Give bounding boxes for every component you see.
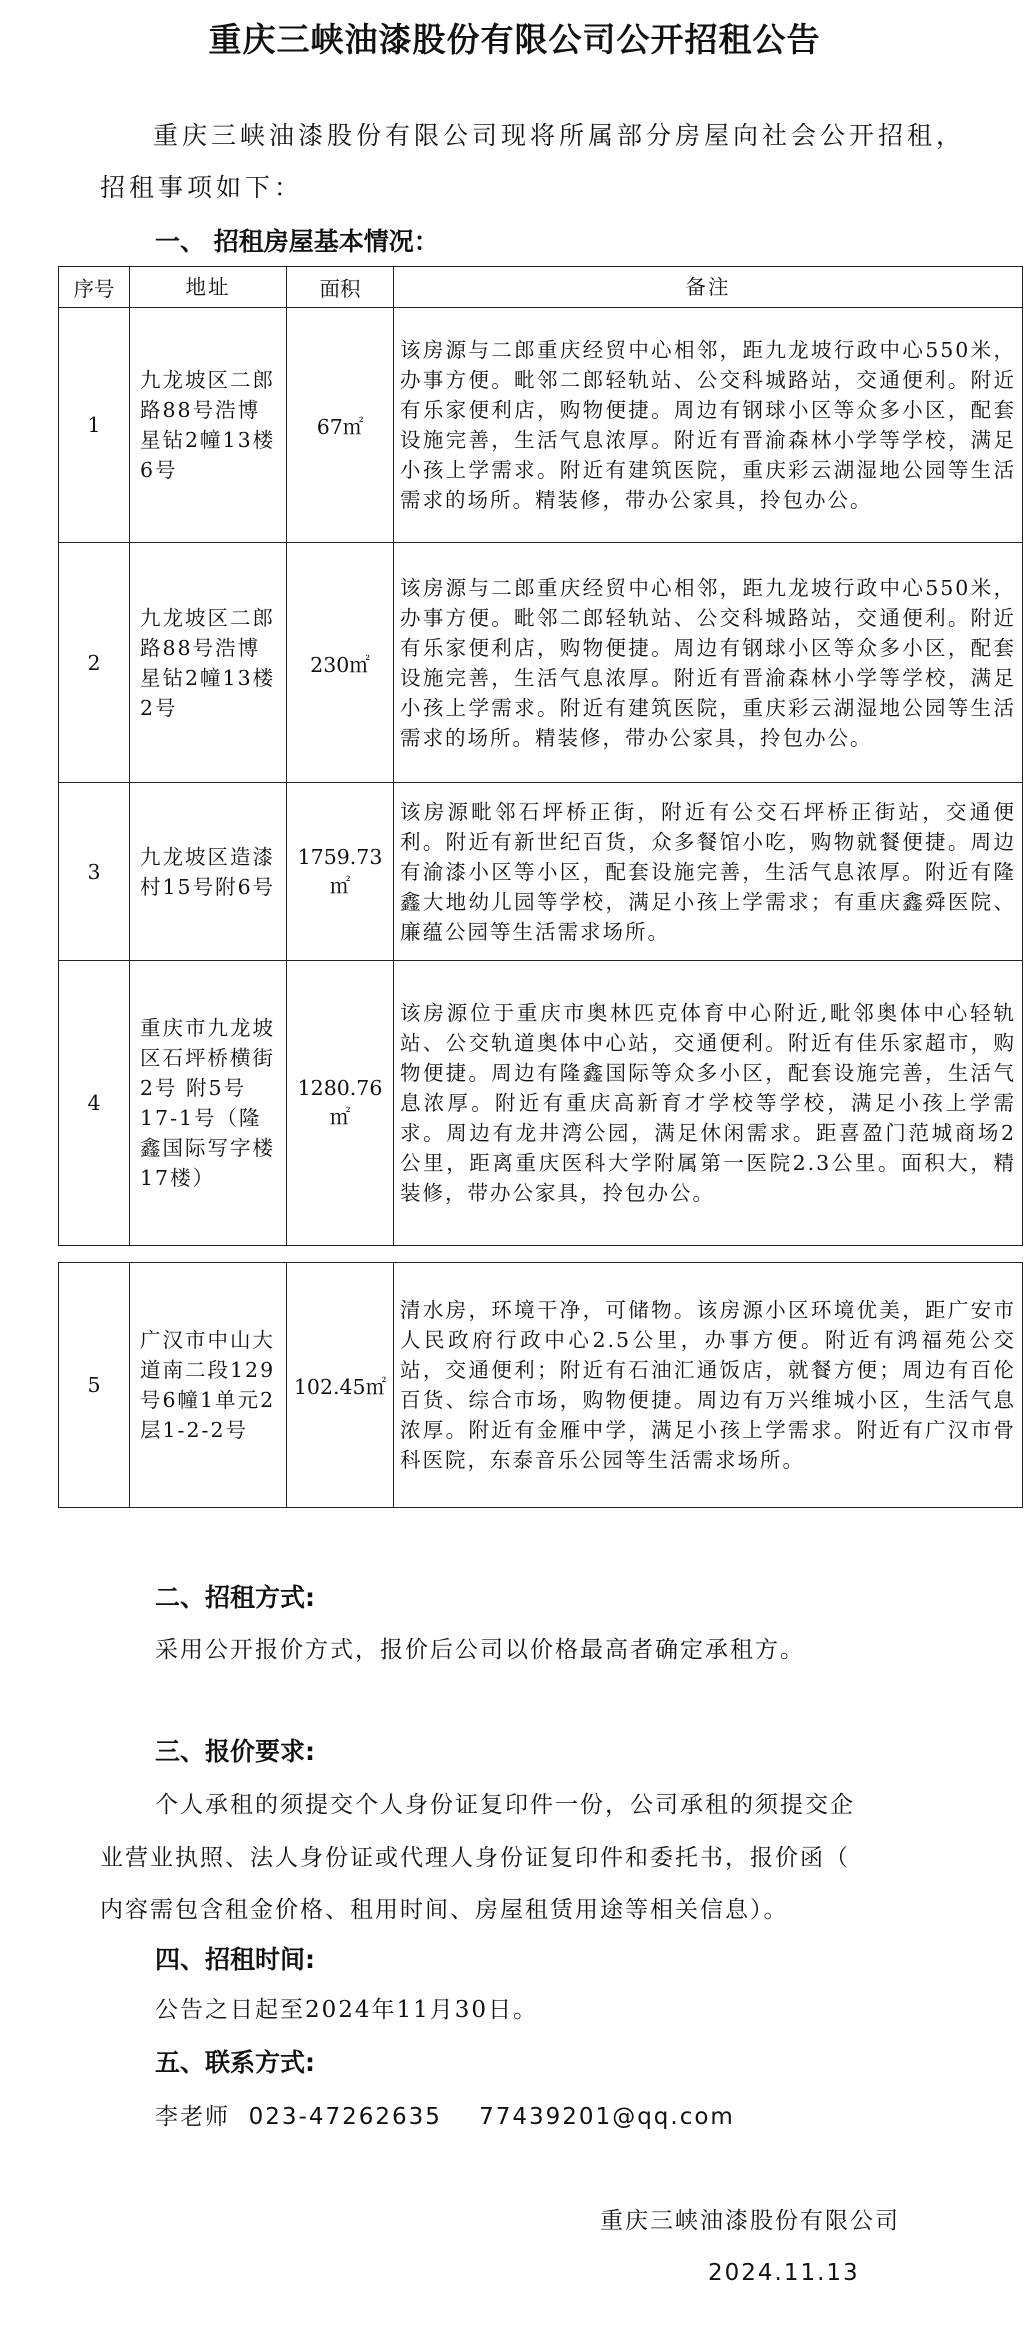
section-3-heading: 三、报价要求: <box>155 1737 315 1766</box>
row-area: 102.45㎡ <box>287 1263 394 1508</box>
section-3-line-3: 内容需包含租金价格、租用时间、房屋租赁用途等相关信息）。 <box>100 1897 789 1923</box>
table-row <box>59 308 1023 543</box>
section-2-heading: 二、招租方式: <box>155 1583 315 1612</box>
row-address: 九龙坡区二郎路88号浩博星钻2幢13楼2号 <box>130 543 287 783</box>
intro-line-1: 重庆三峡油漆股份有限公司现将所属部分房屋向社会公开招租， <box>153 121 966 150</box>
row-area: 1280.76㎡ <box>287 961 394 1246</box>
signature-date: 2024.11.13 <box>708 2260 860 2286</box>
section-3-line-1: 个人承租的须提交个人身份证复印件一份，公司承租的须提交企 <box>155 1792 855 1818</box>
intro-line-2: 招租事项如下： <box>100 173 304 202</box>
row-area: 230㎡ <box>287 543 394 783</box>
section-5-heading: 五、联系方式: <box>155 2048 315 2077</box>
header-no: 序号 <box>59 267 130 308</box>
page-title: 重庆三峡油漆股份有限公司公开招租公告 <box>208 20 821 59</box>
header-area: 面积 <box>287 267 394 308</box>
row-no: 4 <box>59 961 130 1246</box>
contact-info: 李老师 023-47262635 77439201@qq.com <box>155 2104 735 2130</box>
row-address: 广汉市中山大道南二段129号6幢1单元2层1-2-2号 <box>130 1263 287 1508</box>
row-no: 1 <box>59 308 130 543</box>
section-4-body: 公告之日起至2024年11月30日。 <box>155 1997 539 2023</box>
table-row <box>59 1263 1023 1508</box>
section-4-heading: 四、招租时间: <box>155 1945 315 1974</box>
table-row <box>59 961 1023 1246</box>
row-no: 3 <box>59 783 130 961</box>
row-area: 67㎡ <box>287 308 394 543</box>
section-3-line-2: 业营业执照、法人身份证或代理人身份证复印件和委托书，报价函（ <box>100 1845 850 1871</box>
header-address: 地址 <box>130 267 287 308</box>
row-no: 5 <box>59 1263 130 1508</box>
section-1-heading: 一、 招租房屋基本情况： <box>155 227 439 256</box>
table-row <box>59 783 1023 961</box>
signature-company: 重庆三峡油漆股份有限公司 <box>600 2208 900 2234</box>
rental-table <box>58 266 1023 1246</box>
row-note: 该房源位于重庆市奥林匹克体育中心附近,毗邻奥体中心轻轨站、公交轨道奥体中心站，交通便利。附近有佳乐家超市，购物便捷。周边有隆鑫国际等众多小区，配套设施完善，生活气息浓厚。附近有重庆高新育才学校等学校，满足小孩上学需求。周边有龙井湾公园，满足休闲需求。距喜盈门范城商场2公里，距离重庆医科大学附属第一医院2.3公里。面积大，精装修，带办公家具，拎包办公。 <box>394 961 1023 1246</box>
section-2-body: 采用公开报价方式，报价后公司以价格最高者确定承租方。 <box>155 1637 805 1663</box>
row-note: 该房源与二郎重庆经贸中心相邻，距九龙坡行政中心550米，办事方便。毗邻二郎轻轨站、公交科城路站，交通便利。附近有乐家便利店，购物便捷。周边有钢球小区等众多小区，配套设施完善，生活气息浓厚。附近有晋渝森林小学等学校，满足小孩上学需求。附近有建筑医院，重庆彩云湖湿地公园等生活需求的场所。精装修，带办公家具，拎包办公。 <box>394 543 1023 783</box>
row-note: 该房源毗邻石坪桥正街，附近有公交石坪桥正街站，交通便利。附近有新世纪百货，众多餐馆小吃，购物就餐便捷。周边有渝漆小区等小区，配套设施完善，生活气息浓厚。附近有隆鑫大地幼儿园等学校，满足小孩上学需求；有重庆鑫舜医院、廉蕴公园等生活需求场所。 <box>394 783 1023 961</box>
header-note: 备注 <box>394 267 1023 308</box>
row-address: 九龙坡区造漆村15号附6号 <box>130 783 287 961</box>
table-header-row <box>59 267 1023 308</box>
row-note: 清水房，环境干净，可储物。该房源小区环境优美，距广安市人民政府行政中心2.5公里，办事方便。附近有鸿福苑公交站，交通便利；附近有石油汇通饭店，就餐方便；周边有百伦百货、综合市场，购物便捷。周边有万兴维城小区，生活气息浓厚。附近有金雁中学，满足小孩上学需求。附近有广汉市骨科医院，东泰音乐公园等生活需求场所。 <box>394 1263 1023 1508</box>
row-no: 2 <box>59 543 130 783</box>
table-row <box>59 543 1023 783</box>
rental-table-continued <box>58 1262 1023 1508</box>
row-note: 该房源与二郎重庆经贸中心相邻，距九龙坡行政中心550米，办事方便。毗邻二郎轻轨站、公交科城路站，交通便利。附近有乐家便利店，购物便捷。周边有钢球小区等众多小区，配套设施完善，生活气息浓厚。附近有晋渝森林小学等学校，满足小孩上学需求。附近有建筑医院，重庆彩云湖湿地公园等生活需求的场所。精装修，带办公家具，拎包办公。 <box>394 308 1023 543</box>
row-area: 1759.73㎡ <box>287 783 394 961</box>
row-address: 九龙坡区二郎路88号浩博星钻2幢13楼6号 <box>130 308 287 543</box>
row-address: 重庆市九龙坡区石坪桥横街2号 附5号17-1号（隆鑫国际写字楼17楼） <box>130 961 287 1246</box>
